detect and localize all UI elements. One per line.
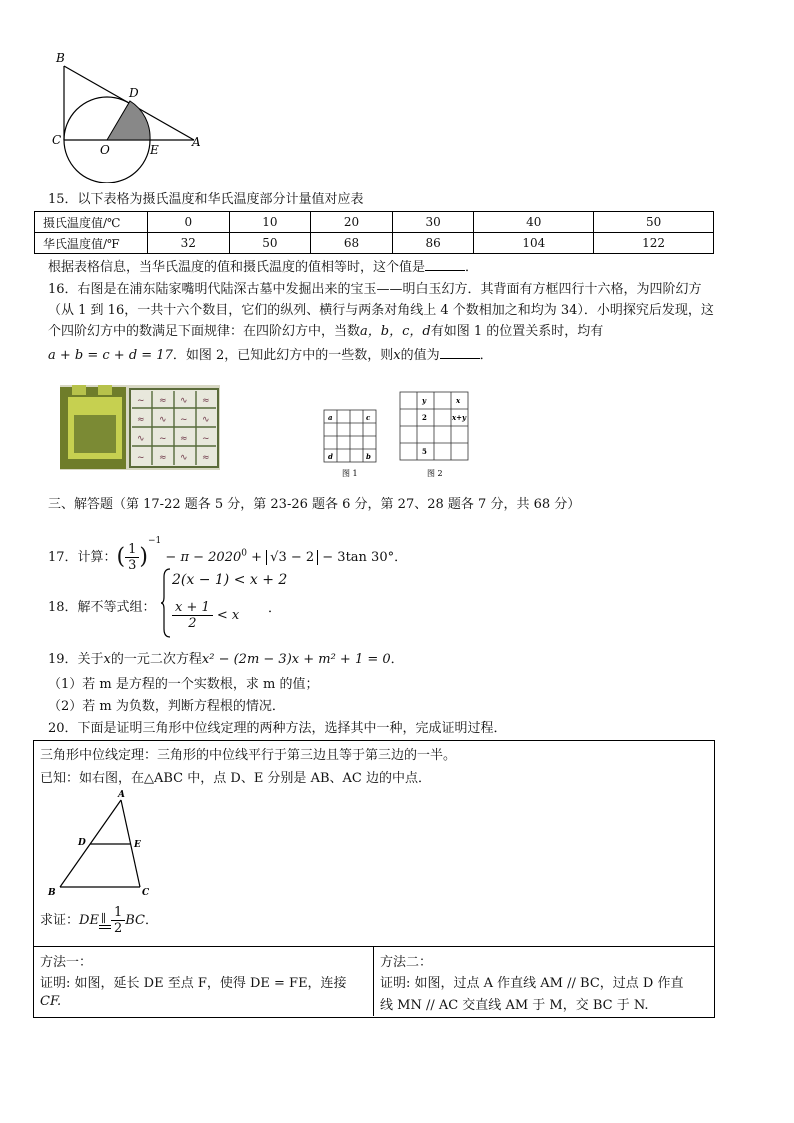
q18-ineq2: [172, 600, 239, 631]
section-3-heading: 三、解答题（第 17-22 题各 5 分，第 23-26 题各 6 分，第 27、28 题各 7 分，共 68 分）: [48, 497, 581, 512]
tri-b: B: [48, 888, 56, 898]
svg-text:~: ~: [180, 415, 188, 425]
q17-zero: 0: [241, 548, 247, 559]
svg-text:~: ~: [137, 453, 145, 463]
q19-b: 的一元二次方程: [110, 652, 202, 667]
frac-num: 1: [125, 542, 139, 558]
q19-part1: （1）若 m 是方程的一个实数根，求 m 的值；: [48, 677, 319, 692]
frac-den: 2: [188, 616, 197, 631]
tri-c: C: [142, 888, 150, 898]
q16-line3: [48, 323, 603, 341]
triangle-abc-figure: [44, 788, 164, 900]
q20-theorem: 三角形中位线定理：三角形的中位线平行于第三边且等于第三边的一半。: [40, 748, 457, 763]
q15-stem: 15．以下表格为摄氏温度和华氏温度部分计量值对应表: [48, 192, 364, 207]
q17-rest3: − 3tan 30°．: [318, 550, 408, 565]
table-cell: 68: [311, 233, 393, 254]
circle-tangent-figure: [48, 48, 208, 183]
q16-line3a: 个四阶幻方中的数满足下面规律：在四阶幻方中，当数: [48, 324, 361, 339]
table-row: [35, 212, 714, 233]
fig2-x: x: [456, 396, 461, 405]
fig1-d: d: [328, 452, 333, 461]
table-cell: 104: [474, 233, 594, 254]
table-header-fahrenheit: 华氏温度值/℉: [35, 233, 148, 254]
svg-text:~: ~: [137, 396, 145, 406]
q16-line1: 16．右图是在浦东陆家嘴明代陆深古墓中发掘出来的宝玉——明白玉幻方．其背面有方框四行十六格，为四阶幻方: [48, 282, 702, 297]
fig2-caption: 图 2: [427, 469, 443, 478]
q16-line4end: ．: [479, 348, 493, 363]
fig2-xy: x+y: [452, 413, 467, 422]
fig2-2: 2: [422, 413, 427, 422]
q16-vars: a，b，c，d: [360, 324, 431, 339]
label-a: A: [192, 135, 201, 149]
tri-a: A: [118, 790, 125, 800]
method-1-line1: 证明: 如图，延长 DE 至点 F，使得 DE = FE，连接: [40, 976, 347, 991]
svg-text:≈: ≈: [137, 415, 145, 425]
prove-de: DE: [79, 913, 99, 928]
q17: 17．计算：( $\frac{1}{3}$ )$^{-1} - \pi - 2020^0 + √3 - 2 - 3\tan$ 30°．: [48, 536, 408, 573]
svg-text:≈: ≈: [159, 453, 167, 463]
frac-num: x + 1: [172, 600, 213, 616]
q17-rest2: +: [246, 550, 267, 565]
svg-text:~: ~: [202, 434, 210, 444]
svg-text:≈: ≈: [159, 396, 167, 406]
divider: [373, 946, 374, 1016]
q16-line4b: ．如图 2，已知此幻方中的一些数，则: [172, 348, 394, 363]
prove-label: 求证：: [40, 913, 80, 928]
q17-rest1: − π − 2020: [161, 550, 242, 565]
fig1-b: b: [366, 452, 371, 461]
fig1-c: c: [366, 413, 371, 422]
fig2-5: 5: [422, 447, 427, 456]
table-cell: 86: [392, 233, 474, 254]
svg-text:≈: ≈: [202, 453, 210, 463]
frac-den: 2: [113, 921, 123, 936]
svg-text:∿: ∿: [180, 453, 188, 463]
table-cell: 10: [229, 212, 311, 233]
frac-den: 3: [128, 558, 137, 573]
q18-ineq2-rest: < x: [216, 608, 240, 623]
table-cell: 50: [229, 233, 311, 254]
q19-eq: x² − (2m − 3)x + m² + 1 = 0: [201, 652, 391, 667]
svg-text:∿: ∿: [137, 434, 145, 444]
q16-line4: [48, 346, 493, 365]
q19-a: 19．关于: [48, 652, 104, 667]
q15-after: 根据表格信息，当华氏温度的值和摄氏温度的值相等时，这个值是: [48, 260, 426, 275]
q18-end: ．: [268, 601, 282, 616]
table-cell: 0: [148, 212, 230, 233]
brace-icon: [160, 567, 172, 639]
svg-text:≈: ≈: [180, 434, 188, 444]
table-cell: 20: [311, 212, 393, 233]
svg-text:≈: ≈: [202, 396, 210, 406]
answer-blank[interactable]: [440, 346, 480, 359]
fig1-a: a: [328, 413, 333, 422]
method-2-line1: 证明: 如图，过点 A 作直线 AM // BC，过点 D 作直: [380, 976, 684, 991]
q16-line3b: 有如图 1 的位置关系时，均有: [430, 324, 604, 339]
q15-question: [48, 258, 478, 277]
q20-prove: [40, 905, 158, 936]
temperature-table: [34, 211, 714, 254]
q20-stem: 20．下面是证明三角形中位线定理的两种方法，选择其中一种，完成证明过程．: [48, 721, 507, 736]
fig1-caption: 图 1: [342, 469, 358, 478]
figure-2-grid: [396, 390, 472, 480]
table-cell: 40: [474, 212, 594, 233]
prove-fraction: [111, 905, 125, 936]
table-cell: 32: [148, 233, 230, 254]
table-cell: 50: [594, 212, 714, 233]
q19-end: ．: [390, 652, 404, 667]
prove-bc: BC: [125, 913, 145, 928]
label-o: O: [100, 143, 110, 157]
jade-magic-square-photo: [60, 385, 220, 470]
table-cell: 30: [392, 212, 474, 233]
answer-blank[interactable]: [425, 258, 465, 271]
q15-end: ．: [465, 260, 479, 275]
method-2-title: 方法二：: [380, 955, 433, 970]
q18-label: 18．解不等式组：: [48, 600, 156, 615]
q20-given: 已知：如右图，在△ABC 中，点 D、E 分别是 AB、AC 边的中点．: [40, 771, 431, 786]
q17-exp: −1: [148, 536, 162, 546]
q16-var-x: x: [393, 348, 401, 363]
svg-text:∿: ∿: [202, 415, 210, 425]
tri-d: D: [78, 838, 86, 848]
label-e: E: [150, 143, 159, 157]
method-1-line2: CF.: [40, 994, 62, 1009]
q16-formula: a + b = c + d = 17: [48, 348, 173, 363]
q17-abs: √3 − 2: [266, 550, 318, 565]
tri-e: E: [134, 840, 141, 850]
label-c: C: [52, 133, 62, 147]
table-cell: 122: [594, 233, 714, 254]
fig2-y: y: [422, 396, 427, 405]
figure-1-grid: [320, 408, 380, 478]
q16-line4c: 的值为: [400, 348, 440, 363]
svg-text:∿: ∿: [180, 396, 188, 406]
q19-part2: （2）若 m 为负数，判断方程根的情况．: [48, 699, 285, 714]
q17-label: 17．计算：: [48, 550, 117, 565]
q16-line2: （从 1 到 16，一共十六个数目，它们的纵列、横行与两条对角线上 4 个数相加之和均为 34）．小明探究后发现，这: [48, 303, 714, 318]
method-1-title: 方法一：: [40, 955, 93, 970]
frac-num: 1: [111, 905, 125, 921]
q18-ineq1: 2(x − 1) < x + 2: [172, 572, 288, 588]
q17-fraction: [125, 542, 139, 573]
q19-stem: [48, 651, 404, 669]
method-2-line2: 线 MN // AC 交直线 AM 于 M，交 BC 于 N.: [380, 998, 649, 1013]
parallel-equal-icon: ∥: [99, 916, 111, 926]
table-row: [35, 233, 714, 254]
q18-fraction: [172, 600, 213, 631]
table-header-celsius: 摄氏温度值/℃: [35, 212, 148, 233]
q19-x: x: [103, 652, 111, 667]
svg-text:~: ~: [159, 434, 167, 444]
label-b: B: [56, 51, 65, 65]
prove-end: ．: [144, 913, 158, 928]
label-d: D: [129, 86, 139, 100]
svg-text:∿: ∿: [159, 415, 167, 425]
